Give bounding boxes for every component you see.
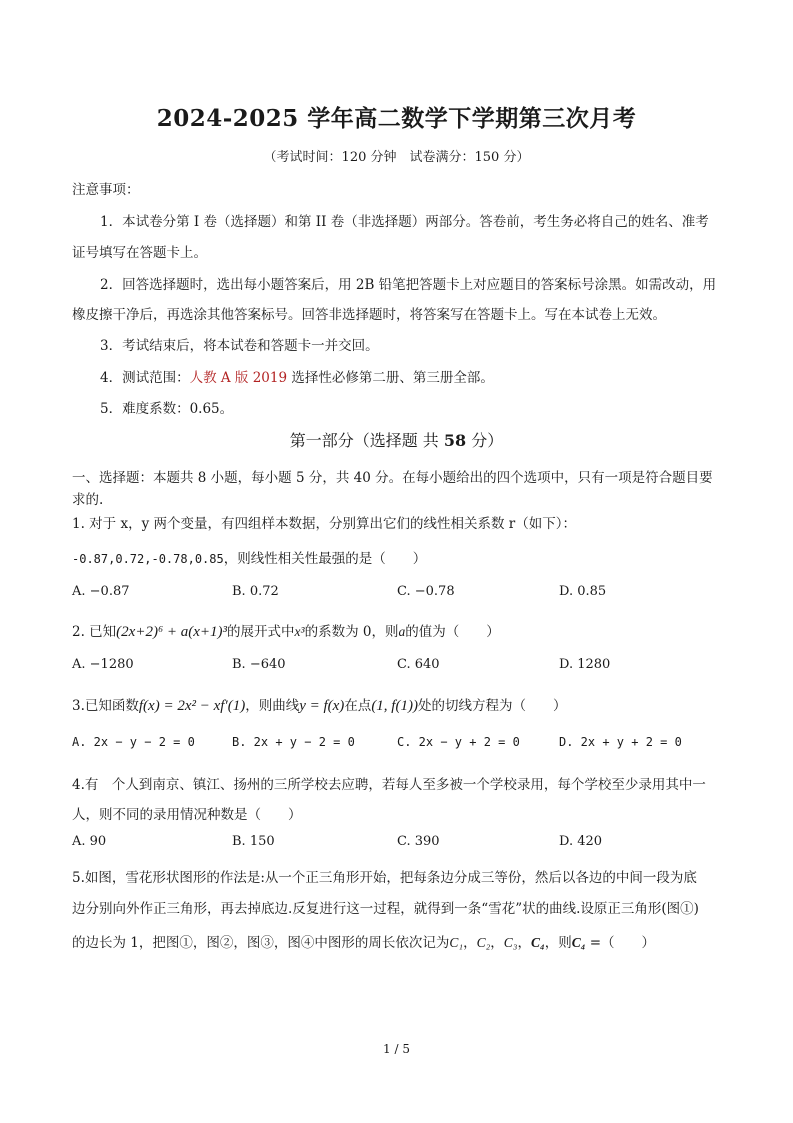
question-2-variable: a — [398, 624, 406, 639]
notice-item-1-line-2: 证号填写在答题卡上。 — [72, 245, 207, 261]
question-1-option-c[interactable]: C. −0.78 — [397, 584, 455, 599]
question-3-middle: ，则曲线 — [245, 698, 300, 714]
question-3-option-c[interactable]: C. 2x − y + 2 = 0 — [397, 735, 520, 749]
question-1-stem: 1. 对于 x，y 两个变量，有四组样本数据，分别算出它们的线性相关系数 r（如下）： — [72, 516, 576, 532]
question-3-option-a[interactable]: A. 2x − y − 2 = 0 — [72, 735, 195, 749]
exam-info: （考试时间：120 分钟 试卷满分：150 分） — [263, 150, 530, 165]
notice-item-5: 5．难度系数：0.65。 — [100, 401, 234, 417]
page-title: 2024-2025 学年高二数学下学期第三次月考 — [156, 105, 637, 132]
question-3-option-b[interactable]: B. 2x + y − 2 = 0 — [232, 735, 355, 749]
question-2-prefix: 2. 已知 — [72, 624, 117, 640]
choice-intro-line-1: 一、选择题：本题共 8 小题，每小题 5 分，共 40 分。在每小题给出的四个选项中，只有一项是符合题目要 — [72, 470, 713, 486]
question-1-tail: ，则线性相关性最强的是（ ） — [223, 551, 427, 567]
question-5-stem-line-2: 边分别向外作正三角形，再去掉底边.反复进行这一过程，就得到一条“雪花”状的曲线.设原正三角形(图①) — [72, 901, 699, 917]
question-1-option-d[interactable]: D. 0.85 — [559, 584, 607, 599]
question-2-option-d[interactable]: D. 1280 — [559, 657, 611, 672]
question-2-option-c[interactable]: C. 640 — [397, 657, 440, 672]
page-number: 1 / 5 — [383, 1042, 410, 1056]
question-3-function: f(x) = 2x² − xf′(1) — [138, 698, 246, 714]
question-2-term: x³ — [294, 624, 305, 639]
question-3-prefix: 3.已知函数 — [72, 698, 139, 714]
question-1-option-b[interactable]: B. 0.72 — [232, 584, 279, 599]
notice-item-3: 3．考试结束后，将本试卷和答题卡一并交回。 — [100, 338, 379, 354]
section-heading-suffix: 分） — [466, 431, 504, 450]
question-3-curve: y = f(x) — [299, 698, 345, 714]
question-5-c2: C₂ — [476, 935, 491, 950]
question-4-option-b[interactable]: B. 150 — [232, 834, 275, 849]
question-2-suffix: 的系数为 0，则 — [304, 624, 399, 640]
question-2-stem — [72, 620, 500, 641]
question-2-option-a[interactable]: A. −1280 — [72, 657, 134, 672]
question-4-stem-line-2: 人，则不同的录用情况种数是（ ） — [72, 807, 302, 823]
notice-item-2-line-2: 橡皮擦干净后，再选涂其他答案标号。回答非选择题时，将答案写在答题卡上。写在本试卷上无效。 — [72, 307, 666, 323]
question-3-option-d[interactable]: D. 2x + y + 2 = 0 — [559, 735, 682, 749]
question-5-end: =（ ） — [585, 935, 656, 951]
notice-item-4 — [100, 366, 494, 386]
question-2-expression: (2x+2)⁶ + a(x+1)³ — [116, 624, 228, 640]
notice-item-1-line-1: 1．本试卷分第 I 卷（选择题）和第 II 卷（非选择题）两部分。答卷前，考生务必将自己的姓名、准考 — [100, 214, 709, 230]
question-5-sep-2: ， — [490, 935, 504, 951]
question-5-stem-line-1: 5.如图，雪花形状图形的作法是:从一个正三角形开始，把每条边分成三等份，然后以各边的中间一段为底 — [72, 870, 697, 886]
question-5-line-3-prefix: 的边长为 1，把图①，图②，图③，图④中图形的周长依次记为 — [72, 935, 450, 951]
question-5-sep-3: ， — [517, 935, 531, 951]
question-4-stem-line-1: 4.有 个人到南京、镇江、扬州的三所学校去应聘，若每人至多被一个学校录用，每个学校至少录用其中一 — [72, 777, 706, 793]
notice-item-4-textbook: 人教 A 版 2019 — [189, 370, 288, 386]
question-2-middle: 的展开式中 — [227, 624, 295, 640]
question-3-end: 处的切线方程为（ ） — [417, 698, 567, 714]
section-heading-score: 58 — [443, 431, 467, 450]
question-3-point-prefix: 在点 — [344, 698, 372, 714]
question-5-c4-target: C₄ — [571, 935, 586, 950]
question-5-c4: C₄ — [531, 935, 545, 950]
question-3-stem — [72, 694, 566, 715]
question-1-data-line — [72, 547, 426, 567]
section-heading-prefix: 第一部分（选择题 共 — [289, 431, 444, 450]
question-5-sep-1: ， — [463, 935, 477, 951]
question-1-data: -0.87,0.72,-0.78,0.85 — [72, 552, 224, 566]
question-4-option-c[interactable]: C. 390 — [397, 834, 440, 849]
question-4-option-a[interactable]: A. 90 — [72, 834, 107, 849]
notice-item-2-line-1: 2．回答选择题时，选出每小题答案后，用 2B 铅笔把答题卡上对应题目的答案标号涂黑。如需改动，用 — [100, 277, 717, 293]
question-5-c3: C₃ — [503, 935, 518, 950]
question-5-stem-line-3 — [72, 931, 655, 951]
question-2-end: 的值为（ ） — [405, 624, 500, 640]
question-3-point: (1, f(1)) — [371, 698, 418, 714]
question-4-option-d[interactable]: D. 420 — [559, 834, 603, 849]
notice-item-4-suffix: 选择性必修第二册、第三册全部。 — [287, 370, 494, 386]
choice-intro-line-2: 求的. — [72, 492, 104, 508]
notice-heading: 注意事项： — [72, 182, 140, 198]
question-1-option-a[interactable]: A. −0.87 — [72, 584, 130, 599]
question-2-option-b[interactable]: B. −640 — [232, 657, 286, 672]
notice-item-4-prefix: 4．测试范围： — [100, 370, 190, 386]
section-heading — [0, 428, 793, 451]
question-5-c1: C₁ — [449, 935, 464, 950]
question-5-then: ，则 — [544, 935, 572, 951]
